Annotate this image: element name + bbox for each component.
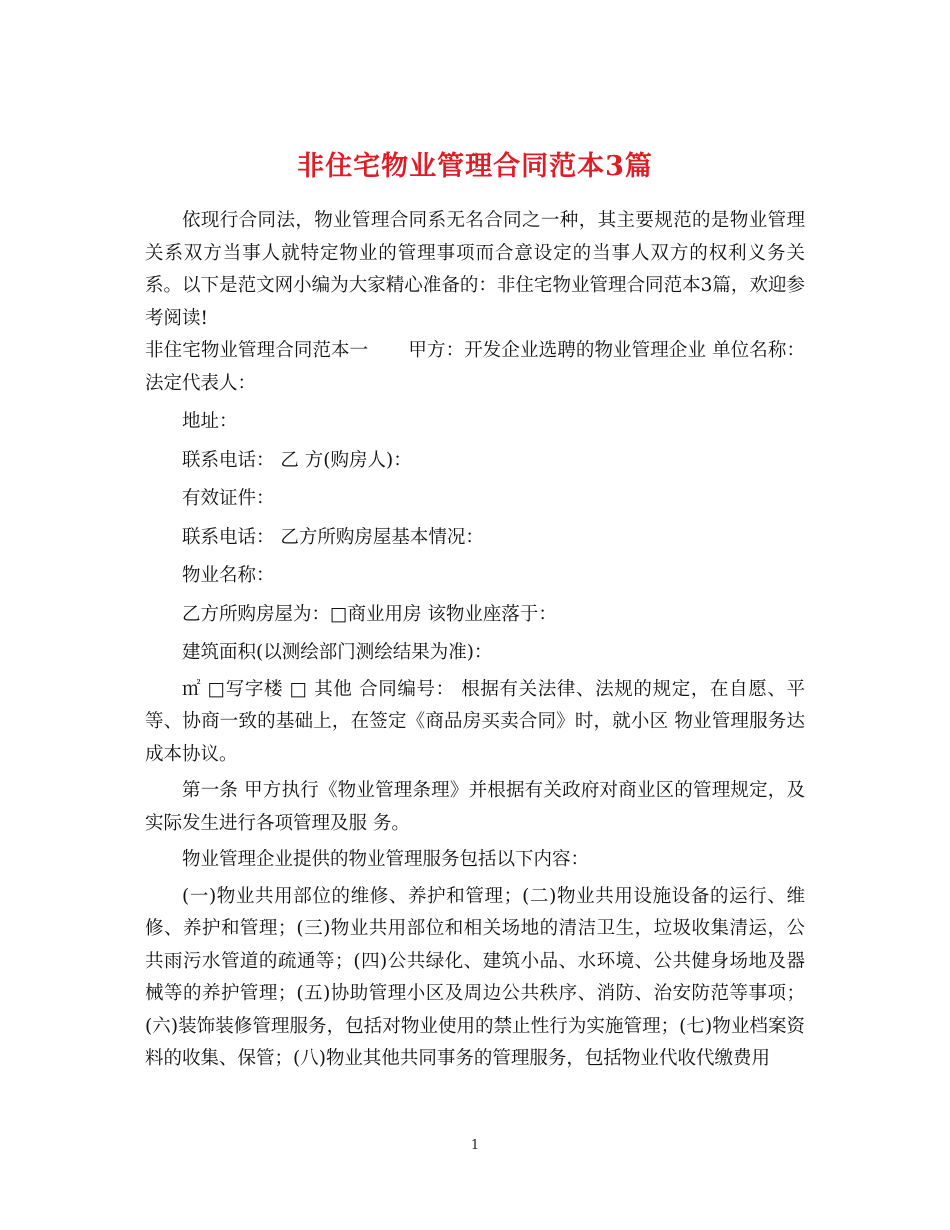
contract-heading-one: 非住宅物业管理合同范本一 xyxy=(145,340,369,361)
party-a-line: 甲方：开发企业选聘的物业管理企业 单位名称：法定代表人： xyxy=(145,340,805,394)
agreement-paragraph: ㎡ □写字楼 □ 其他 合同编号： 根据有关法律、法规的规定，在自愿、平等、协商一致的基础上，在签定《商品房买卖合同》时，就小区 物业管理服务达成本协议。 xyxy=(145,678,805,765)
phone-party-b-line: 联系电话： 乙 方(购房人)： xyxy=(182,449,412,471)
page-number: 1 xyxy=(470,1138,480,1153)
services-intro-line: 物业管理企业提供的物业管理服务包括以下内容： xyxy=(182,849,590,870)
address-line: 地址： xyxy=(182,411,238,432)
phone-house-info-line: 联系电话： 乙方所购房屋基本情况： xyxy=(182,526,484,548)
intro-paragraph: 依现行合同法，物业管理合同系无名合同之一种，其主要规范的是物业管理关系双方当事人就特定物业的管理事项而合意设定的当事人双方的权利义务关系。以下是范文网小编为大家精心准备的：非住宅物业管理合同范本3篇，欢迎参考阅读! xyxy=(145,210,805,329)
id-document-line: 有效证件： xyxy=(182,488,275,509)
services-list-paragraph: (一)物业共用部位的维修、养护和管理；(二)物业共用设施设备的运行、维修、养护和管理；(三)物业共用部位和相关场地的清洁卫生，垃圾收集清运，公共雨污水管道的疏通等；(四)公共绿化、建筑小品、水环境、公共健身场地及器械等的养护管理；(五)协助管理小区及周边公共秩序、消防、治安防范等事项；(六)装饰装修管理服务，包括对物业使用的禁止性行为实施管理；(七)物业档案资料的收集、保管；(八)物业其他共同事务的管理服务，包括物业代收代缴费用 xyxy=(145,885,805,1069)
house-type-line: 乙方所购房屋为：□商业用房 该物业座落于： xyxy=(182,603,557,625)
article-one-paragraph: 第一条 甲方执行《物业管理条理》并根据有关政府对商业区的管理规定，及实际发生进行各项管理及服 务。 xyxy=(145,780,805,834)
document-title: 非住宅物业管理合同范本3篇 xyxy=(297,151,653,183)
property-name-line: 物业名称： xyxy=(182,565,275,586)
contract-header-line xyxy=(145,335,805,400)
document-body xyxy=(145,205,805,1076)
floor-area-line: 建筑面积(以测绘部门测绘结果为准)： xyxy=(182,642,493,663)
